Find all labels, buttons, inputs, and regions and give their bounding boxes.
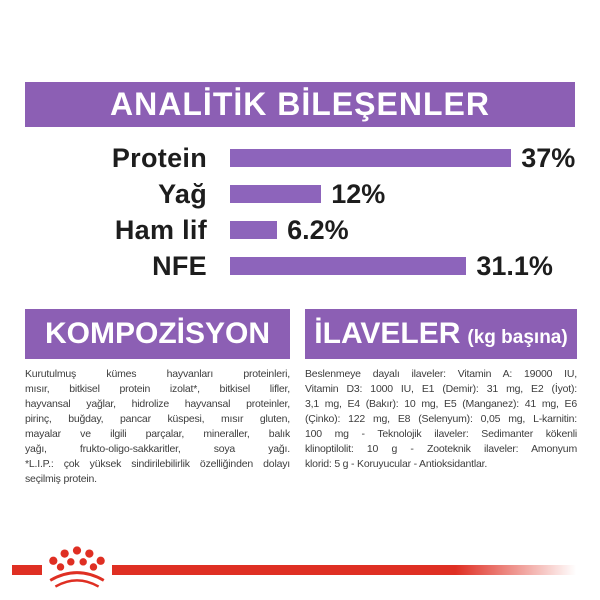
text-line: yağı, frukto-oligo-sakkaritler, soya yağı. (25, 443, 290, 455)
composition-section (25, 309, 290, 487)
chart-category-label: Protein (111, 142, 207, 173)
chart-category-label: Ham lif (114, 214, 207, 245)
royal-canin-crown-icon (42, 544, 112, 592)
additives-subtitle: (kg başına) (467, 327, 568, 348)
text-line: Vitamin D3: 1000 IU, E1 (Demir): 31 mg, E2 (İyot): (305, 383, 577, 395)
composition-banner (25, 309, 290, 359)
text-line: seçilmiş protein. (25, 473, 97, 485)
chart-row (0, 176, 600, 212)
red-line-right (112, 565, 576, 575)
chart-bar (230, 149, 511, 167)
footer-brand-line (0, 540, 600, 600)
composition-text (25, 367, 290, 487)
text-line: Kurutulmuş kümes hayvanları proteinleri, (25, 368, 290, 380)
additives-title: İLAVELER (314, 317, 461, 350)
text-line: mayalar ve ilgili parçalar, mineraller, balık (25, 428, 290, 440)
chart-bar (230, 185, 321, 203)
bar-chart (0, 140, 600, 284)
text-line: hayvansal yağlar, hidrolize hayvansal proteinler, (25, 398, 290, 410)
chart-bar (230, 257, 466, 275)
composition-title: KOMPOZİSYON (44, 317, 270, 350)
text-line: (Çinko): 122 mg, E8 (Selenyum): 0,05 mg, L-karnitin: (305, 413, 577, 425)
chart-category-label: NFE (152, 250, 207, 281)
chart-value-label: 6.2% (287, 214, 349, 245)
additives-banner (305, 309, 577, 359)
text-line: klinoptilolit: 10 g - Zooteknik ilaveler: Amonyum (305, 443, 577, 455)
text-line: Beslenmeye dayalı ilaveler: Vitamin A: 19000 IU, (305, 368, 577, 380)
additives-text (305, 367, 577, 472)
chart-value-label: 12% (331, 178, 386, 209)
chart-value-label: 31.1% (476, 250, 553, 281)
chart-row (0, 212, 600, 248)
chart-row (0, 140, 600, 176)
chart-value-label: 37% (521, 142, 576, 173)
chart-bar (230, 221, 277, 239)
text-line: 3,1 mg, E4 (Bakır): 10 mg, E5 (Manganez): 41 mg, E6 (305, 398, 577, 410)
text-line: pirinç, buğday, pancar küspesi, mısır gluten, (25, 413, 290, 425)
analytics-banner (25, 82, 575, 127)
text-line: mısır, bitkisel protein izolat*, bitkisel lifler, (25, 383, 290, 395)
chart-category-label: Yağ (158, 178, 207, 209)
text-line: klorid: 5 g - Koruyucular - Antioksidantlar. (305, 458, 488, 470)
chart-row (0, 248, 600, 284)
additives-section (305, 309, 577, 472)
red-line-left (12, 565, 42, 575)
text-line: 100 mg - Teknolojik ilaveler: Sedimanter kökenli (305, 428, 577, 440)
text-line: *L.I.P.: çok yüksek sindirilebilirlik özelliğinden dolayı (25, 458, 290, 470)
analytics-title: ANALİTİK BİLEŞENLER (110, 86, 490, 122)
additives-banner-text (314, 317, 567, 351)
